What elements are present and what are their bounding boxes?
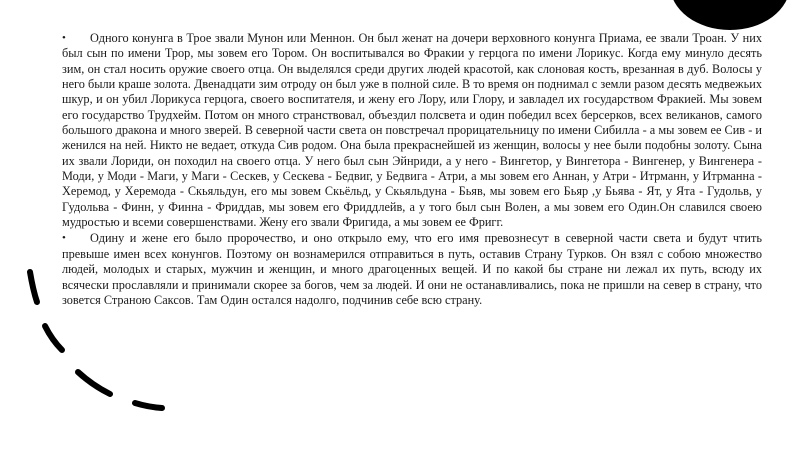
document-body — [62, 31, 762, 309]
arc-dash-2 — [45, 326, 62, 350]
arc-dash-3 — [78, 372, 110, 394]
paragraph-1 — [62, 31, 762, 230]
bullet-icon: • — [62, 32, 66, 44]
arc-dash-4 — [135, 403, 162, 408]
decorative-black-circle — [670, 0, 790, 30]
bullet-icon: • — [62, 232, 66, 245]
paragraph-2-text: Одину и жене его было пророчество, и оно открыло ему, что его имя превознесут в северной части света и будут чтить превыше имен всех конунгов. Поэтому он вознамерился отправиться в путь, оставив Страну Турков. Он взял с собою множество людей, молодых и старых, мужчин и женщин, и много драгоценных вещей. И по какой бы стране ни лежал их путь, всюду их всячески прославляли и принимали скорее за богов, чем за людей. И они не останавливались, пока не пришли на север в страну, что зовется Страною Саксов. Там Один остался надолго, подчинив себе всю страну. — [62, 231, 762, 307]
paragraph-2 — [62, 231, 762, 308]
paragraph-1-text: Одного конунга в Трое звали Мунон или Меннон. Он был женат на дочери верховного конунга Приама, ее звали Троан. У них был сын по имени Трор, мы зовем его Тором. Он воспитывался во Фракии у герцога по имени Лорикус. Когда ему минуло десять зим, он стал носить оружие своего отца. Он выделялся среди других людей красотой, как слоновая кость, врезанная в дуб. Волосы у него были краше золота. Двенадцати зим отроду он был уже в полной силе. В то время он поднимал с земли разом десять медвежьих шкур, и он убил Лорикуса герцога, своего воспитателя, и жену его Лору, или Глору, и завладел их государством Фракией. Мы зовем его государство Трудхейм. Потом он много странствовал, объездил полсвета и один победил всех берсерков, всех великанов, самого большого дракона и много зверей. В северной части света он повстречал прорицательницу по имени Сибилла - а мы зовем ее Сив - и женился на ней. Никто не ведает, откуда Сив родом. Она была прекраснейшей из женщин, волосы у нее были подобны золоту. Сына их звали Лориди, он походил на своего отца. У него был сын Эйнриди, а у него - Вингетор, у Вингетора - Вингенер, у Вингенера - Моди, у Моди - Маги, у Маги - Сескев, у Сескева - Бедвиг, у Бедвига - Атри, а мы зовем его Аннан, у Атри - Итрманн, у Итрманна - Херемод, у Херемода - Скьяльдун, его мы зовем Скьёльд, у Скьяльдуна - Бьяв, мы зовем его Бьяр ,у Бьява - Ят, у Ята - Гудольв, у Гудольва - Финн, у Финна - Фриддав, мы зовем его Фриддлейв, а у того был сын Волен, а мы зовем его Один.Он славился своею мудростью и всеми совершенствами. Жену его звали Фригида, а мы зовем ее Фригг. — [62, 31, 762, 230]
arc-dash-1 — [30, 272, 37, 302]
